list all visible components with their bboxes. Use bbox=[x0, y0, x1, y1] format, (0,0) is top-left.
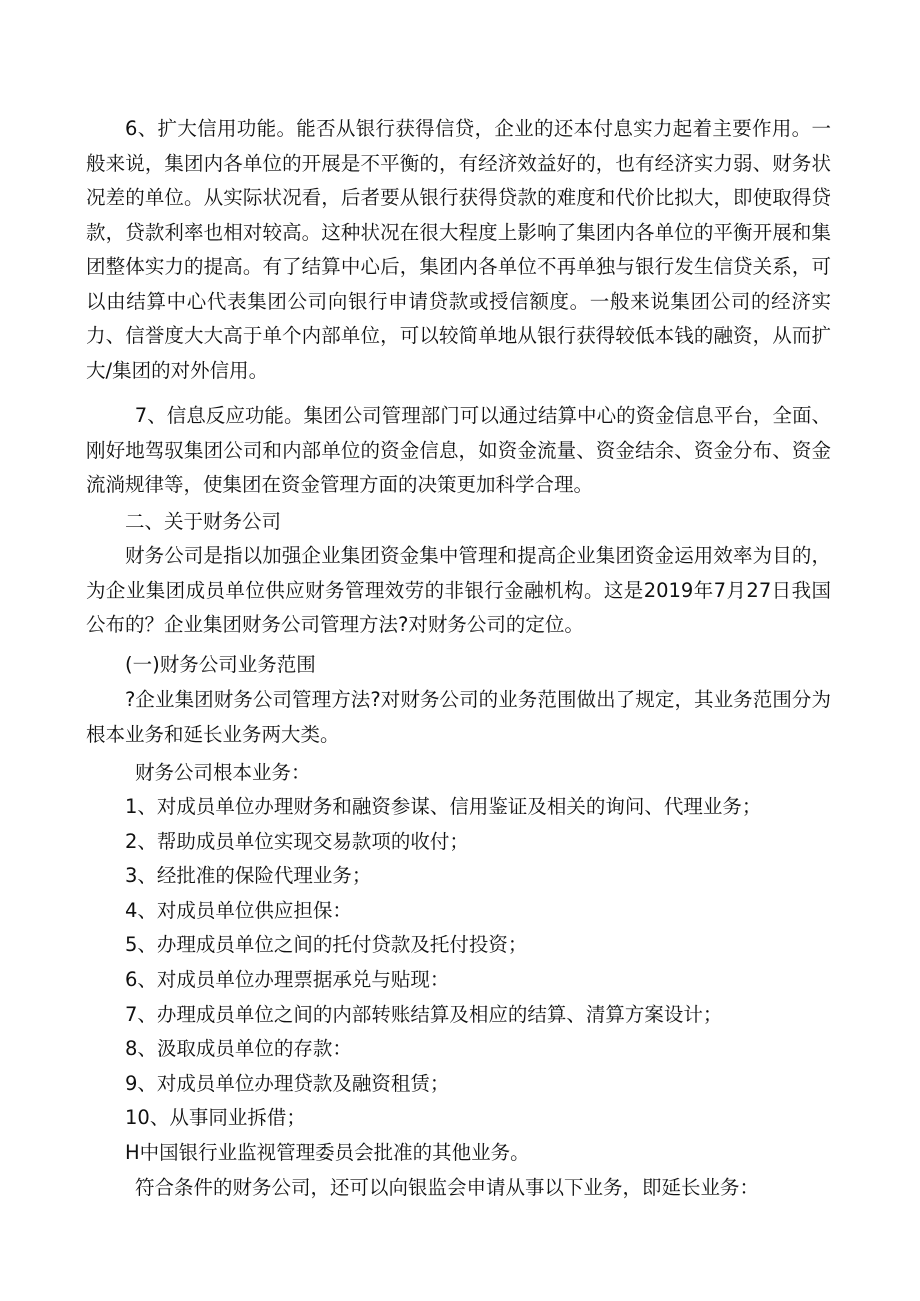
paragraph-credit-function: 6、扩大信用功能。能否从银行获得信贷，企业的还本付息实力起着主要作用。一般来说，集团内各单位的开展是不平衡的，有经济效益好的，也有经济实力弱、财务状况差的单位。从实际状况看，后者要从银行获得贷款的难度和代价比拟大，即使取得贷款，贷款利率也相对较高。这种状况在很大程度上影响了集团内各单位的平衡开展和集团整体实力的提高。有了结算中心后，集团内各单位不再单独与银行发生信贷关系，可以由结算中心代表集团公司向银行申请贷款或授信额度。一般来说集团公司的经济实力、信誉度大大高于单个内部单位，可以较简单地从银行获得较低本钱的融资，从而扩大/集团的对外信用。 bbox=[86, 117, 831, 382]
list-item: 10、从事同业拆借； bbox=[125, 1106, 306, 1129]
basic-business-title: 财务公司根本业务： bbox=[135, 761, 311, 784]
list-item: 7、办理成员单位之间的内部转账结算及相应的结算、清算方案设计； bbox=[125, 1003, 723, 1026]
list-item: 3、经批准的保险代理业务； bbox=[125, 864, 372, 887]
paragraph-business-scope: ?企业集团财务公司管理方法?对财务公司的业务范围做出了规定，其业务范围分为根本业务和延长业务两大类。 bbox=[86, 688, 831, 746]
list-item: 9、对成员单位办理贷款及融资租赁； bbox=[125, 1072, 450, 1095]
list-item: 5、办理成员单位之间的托付贷款及托付投资； bbox=[125, 933, 528, 956]
section-heading-finance-company: 二、关于财务公司 bbox=[125, 510, 282, 533]
list-item: 8、汲取成员单位的存款： bbox=[125, 1037, 352, 1060]
list-item: 2、帮助成员单位实现交易款项的收付； bbox=[125, 830, 469, 853]
subheading-business-scope: (一)财务公司业务范围 bbox=[125, 653, 316, 676]
paragraph-info-feedback: 7、信息反应功能。集团公司管理部门可以通过结算中心的资金信息平台，全面、刚好地驾驭集团公司和内部单位的资金信息，如资金流量、资金结余、资金分布、资金流淌规律等，使集团在资金管理方面的决策更加科学合理。 bbox=[86, 404, 831, 496]
paragraph-finance-company-definition: 财务公司是指以加强企业集团资金集中管理和提高企业集团资金运用效率为目的，为企业集团成员单位供应财务管理效劳的非银行金融机构。这是2019年7月27日我国公布的？企业集团财务公司管理方法?对财务公司的定位。 bbox=[86, 544, 831, 636]
list-item: H中国银行业监视管理委员会批准的其他业务。 bbox=[125, 1141, 530, 1164]
list-item: 4、对成员单位供应担保： bbox=[125, 899, 352, 922]
paragraph-extended-business: 符合条件的财务公司，还可以向银监会申请从事以下业务，即延长业务： bbox=[135, 1176, 760, 1199]
list-item: 6、对成员单位办理票据承兑与贴现： bbox=[125, 968, 450, 991]
list-item: 1、对成员单位办理财务和融资参谋、信用鉴证及相关的询问、代理业务； bbox=[125, 795, 762, 818]
